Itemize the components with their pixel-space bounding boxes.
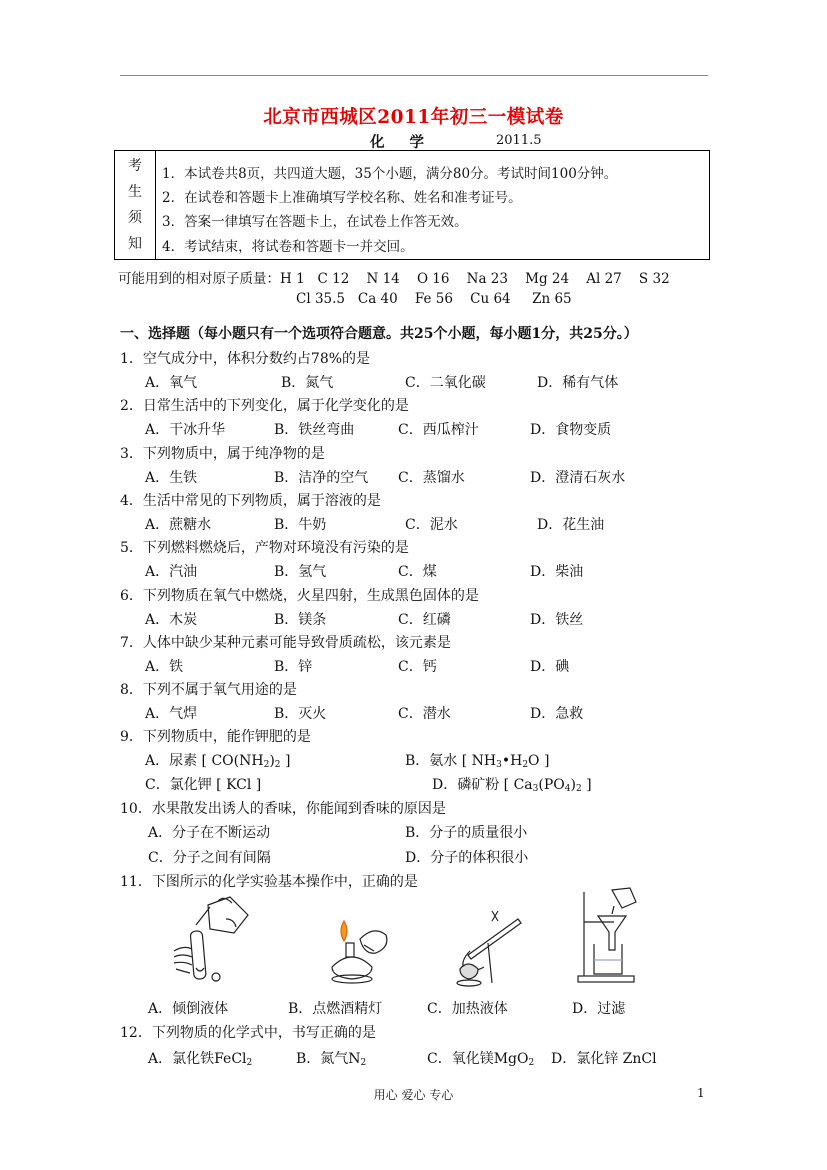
option-a: A．汽油 [145,564,198,580]
option-b: B．氮气 [281,375,334,391]
notice-item: 3．答案一律填写在答题卡上，在试卷上作答无效。 [162,214,468,230]
option-b: B．分子的质量很小 [405,825,528,841]
question-stem: 3．下列物质中，属于纯净物的是 [120,446,325,462]
question-stem: 5．下列燃料燃烧后，产物对环境没有污染的是 [120,540,409,556]
exam-date: 2011.5 [496,133,542,148]
atomic-masses-line1: 可能用到的相对原子质量：H 1 C 12 N 14 O 16 Na 23 Mg 24 Al 27 S 32 [118,271,670,287]
option-a: A．干冰升华 [145,422,226,438]
option-a: A．氯化铁FeCl$_2$ [148,1051,253,1068]
option-b: B．锌 [274,659,313,675]
option-c: C．加热液体 [427,1001,508,1017]
question-stem: 6．下列物质在氧气中燃烧，火星四射，生成黑色固体的是 [120,588,479,604]
option-c: C．泥水 [405,517,458,533]
notice-item: 4．考试结束，将试卷和答题卡一并交回。 [162,239,414,255]
question-stem: 7．人体中缺少某种元素可能导致骨质疏松，该元素是 [120,635,451,651]
option-b: B．氢气 [274,564,327,580]
option-c: C．分子之间有间隔 [148,850,271,866]
option-d: D．碘 [530,659,570,675]
option-b: B．牛奶 [274,517,327,533]
question-stem: 2．日常生活中的下列变化，属于化学变化的是 [120,398,409,414]
option-d: D．澄清石灰水 [530,470,626,486]
notice-item: 1．本试卷共8页，共四道大题，35个小题，满分80分。考试时间100分钟。 [162,166,618,182]
option-b: B．氨水 [ $NH_3•H_2O$ ] [405,753,550,770]
atomic-masses-line2: Cl 35.5 Ca 40 Fe 56 Cu 64 Zn 65 [296,291,572,307]
exam-title: 北京市西城区2011年初三一模试卷 [263,107,564,128]
notice-item: 2．在试卷和答题卡上准确填写学校名称、姓名和准考证号。 [162,190,522,206]
option-a: A．倾倒液体 [148,1001,229,1017]
page-footer: 用心 爱心 专心 [373,1088,454,1102]
option-d: D．花生油 [537,517,605,533]
question-stem: 10．水果散发出诱人的香味，你能闻到香味的原因是 [120,801,446,817]
notice-label-char: 须 [128,210,142,226]
page-number: 1 [697,1086,705,1100]
notice-label-char: 考 [128,158,142,174]
header-rule [120,75,708,76]
notice-label-char: 知 [128,236,142,252]
option-a: A．蔗糖水 [145,517,212,533]
option-d: D．稀有气体 [537,375,619,391]
notice-box [114,150,710,260]
option-a: A．气焊 [145,706,198,722]
question-stem: 1．空气成分中，体积分数约占78%的是 [120,351,371,367]
option-c: C．蒸馏水 [398,470,465,486]
question-stem: 9．下列物质中，能作钾肥的是 [120,729,311,745]
option-a: A．氧气 [145,375,198,391]
section-heading: 一、选择题（每小题只有一个选项符合题意。共25个小题，每小题1分，共25分。） [120,326,638,342]
option-d: D．氯化锌 ZnCl [551,1051,657,1067]
option-b: B．洁净的空气 [274,470,369,486]
option-a: A．生铁 [145,470,198,486]
option-b: B．氮气$N_2$ [296,1051,367,1068]
option-c: C．西瓜榨汁 [398,422,479,438]
question-stem: 11．下图所示的化学实验基本操作中，正确的是 [120,874,418,890]
question-stem: 4．生活中常见的下列物质，属于溶液的是 [120,493,381,509]
option-b: B．灭火 [274,706,327,722]
option-c: C．红磷 [398,612,451,628]
option-c: C．氧化镁MgO$_2$ [427,1051,535,1068]
option-c: C．二氧化碳 [405,375,486,391]
option-d: D．急救 [530,706,584,722]
alcohol-lamp-figure [312,915,392,990]
option-a: A．分子在不断运动 [148,825,271,841]
option-d: D．食物变质 [530,422,612,438]
question-stem: 12．下列物质的化学式中，书写正确的是 [120,1025,376,1041]
option-d: D．过滤 [572,1001,626,1017]
option-c: C．钙 [398,659,437,675]
option-a: A．铁 [145,659,184,675]
option-d: D．柴油 [530,564,584,580]
option-c: C．煤 [398,564,437,580]
notice-label-char: 生 [128,184,142,200]
pouring-liquid-figure [160,893,255,988]
option-b: B．点燃酒精灯 [288,1001,383,1017]
heating-liquid-figure [448,905,528,990]
option-a: A．木炭 [145,612,198,628]
option-d: D．分子的体积很小 [405,850,529,866]
filtration-figure [572,886,642,986]
question-stem: 8．下列不属于氧气用途的是 [120,682,297,698]
notice-label [115,151,156,259]
option-d: D．磷矿粉 [ $Ca_3(PO_4)_2$ ] [432,777,592,794]
option-c: C．潜水 [398,706,451,722]
option-b: B．铁丝弯曲 [274,422,355,438]
option-c: C．氯化钾 [ KCl ] [145,777,262,793]
option-a: A．尿素 [ $CO(NH_2)_2$ ] [145,753,291,770]
subject-label: 化 学 [370,134,435,151]
option-d: D．铁丝 [530,612,584,628]
option-b: B．镁条 [274,612,327,628]
